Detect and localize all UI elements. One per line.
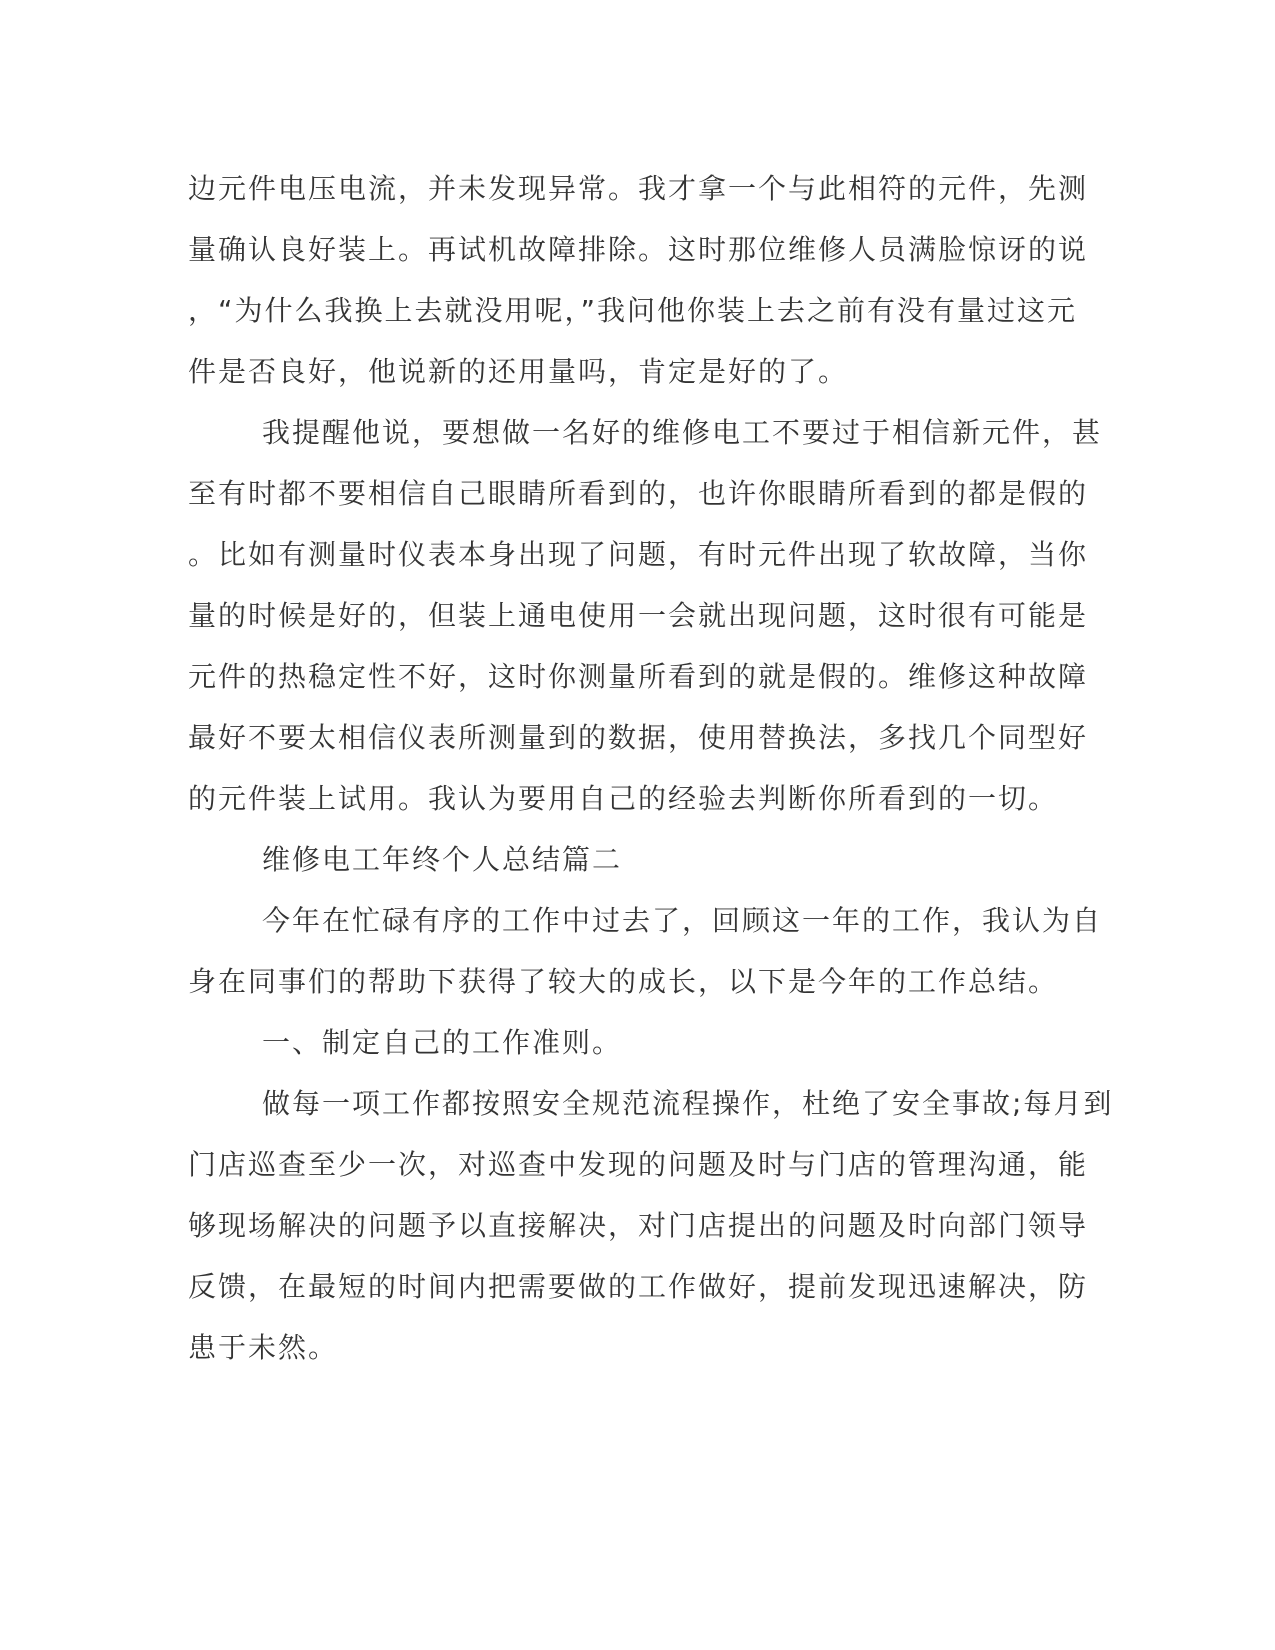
text-line: 反馈，在最短的时间内把需要做的工作做好，提前发现迅速解决，防	[188, 1270, 1089, 1303]
text-line: 够现场解决的问题予以直接解决，对门店提出的问题及时向部门领导	[188, 1209, 1089, 1242]
paragraph-first-line: 做每一项工作都按照安全规范流程操作，杜绝了安全事故;每月到	[262, 1087, 1114, 1120]
text-line: 边元件电压电流，并未发现异常。我才拿一个与此相符的元件，先测	[188, 172, 1089, 205]
section-heading: 维修电工年终个人总结篇二	[262, 843, 623, 876]
paragraph-first-line: 今年在忙碌有序的工作中过去了，回顾这一年的工作，我认为自	[262, 904, 1103, 937]
paragraph-first-line: 我提醒他说，要想做一名好的维修电工不要过于相信新元件，甚	[262, 416, 1103, 449]
subsection-heading: 一、制定自己的工作准则。	[262, 1026, 623, 1059]
text-line: ，“为什么我换上去就没用呢，”我问他你装上去之前有没有量过这元	[188, 294, 1078, 327]
text-line: 量确认良好装上。再试机故障排除。这时那位维修人员满脸惊讶的说	[188, 233, 1089, 266]
text-line: 至有时都不要相信自己眼睛所看到的，也许你眼睛所看到的都是假的	[188, 477, 1089, 510]
text-line: 门店巡查至少一次，对巡查中发现的问题及时与门店的管理沟通，能	[188, 1148, 1089, 1181]
text-line: 患于未然。	[188, 1331, 339, 1364]
text-line: 身在同事们的帮助下获得了较大的成长，以下是今年的工作总结。	[188, 965, 1059, 998]
text-line: 。比如有测量时仪表本身出现了问题，有时元件出现了软故障，当你	[188, 538, 1089, 571]
text-line: 的元件装上试用。我认为要用自己的经验去判断你所看到的一切。	[188, 782, 1059, 815]
text-line: 最好不要太相信仪表所测量到的数据，使用替换法，多找几个同型好	[188, 721, 1089, 754]
text-line: 元件的热稳定性不好，这时你测量所看到的就是假的。维修这种故障	[188, 660, 1089, 693]
text-line: 件是否良好，他说新的还用量吗，肯定是好的了。	[188, 355, 849, 388]
document-body	[188, 158, 1114, 1378]
text-line: 量的时候是好的，但装上通电使用一会就出现问题，这时很有可能是	[188, 599, 1089, 632]
